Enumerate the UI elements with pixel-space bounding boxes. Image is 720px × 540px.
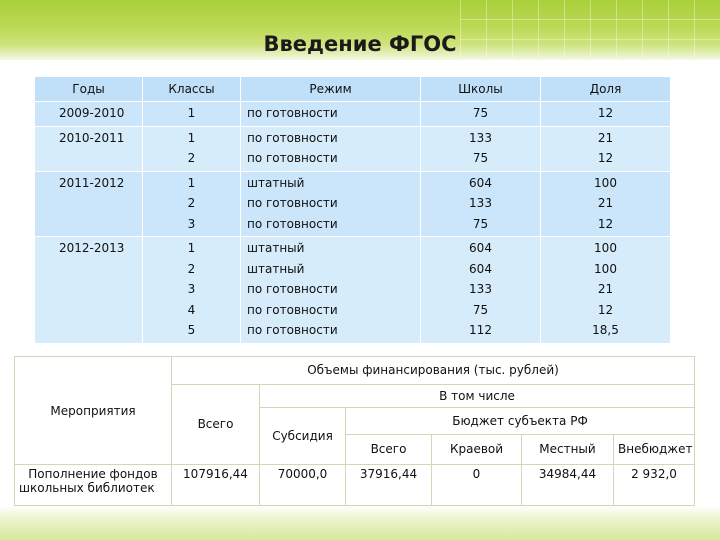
cell-schools-line: 604: [469, 241, 492, 255]
cell-mode: [241, 102, 421, 127]
cell-classes-line: 3: [187, 282, 196, 296]
cell-mode-line: по готовности: [247, 151, 338, 165]
cell-classes-line: 3: [187, 216, 196, 231]
cell-year: 2010-2011: [35, 126, 143, 171]
cell-share-line: 21: [597, 196, 614, 210]
cell-mode: [241, 237, 421, 344]
header-regional: Краевой: [432, 434, 522, 465]
cell-mode: [241, 171, 421, 237]
cell-schools: [421, 237, 541, 344]
table-row: [35, 237, 671, 344]
cell-classes-line: 1: [187, 106, 196, 120]
cell-mode-line: штатный: [247, 261, 305, 276]
cell-mode-line: по готовности: [247, 130, 338, 145]
header-funding: Объемы финансирования (тыс. рублей): [172, 357, 695, 385]
cell-year: 2011-2012: [35, 171, 143, 237]
cell-year: 2012-2013: [35, 237, 143, 344]
cell-schools: [421, 126, 541, 171]
cell-schools-line: 133: [469, 130, 492, 145]
cell-share-line: 21: [597, 130, 614, 145]
cell-classes-line: 2: [187, 261, 196, 276]
cell-budget-total: 37916,44: [346, 465, 432, 506]
table-row: [15, 465, 695, 506]
cell-share-line: 18,5: [592, 323, 619, 337]
cell-classes-line: 4: [187, 302, 196, 317]
cell-mode-line: по готовности: [247, 282, 338, 296]
header-subsidy: Субсидия: [260, 408, 346, 465]
header-share: Доля: [541, 77, 671, 102]
header-including: В том числе: [260, 384, 695, 407]
cell-mode-line: штатный: [247, 241, 305, 255]
cell-mode-line: по готовности: [247, 106, 338, 120]
cell-local: 34984,44: [522, 465, 614, 506]
cell-share: [541, 102, 671, 127]
cell-schools-line: 75: [472, 151, 489, 165]
fgos-table: [34, 76, 671, 344]
cell-classes-line: 1: [187, 175, 196, 190]
cell-share: [541, 171, 671, 237]
footer-band: [0, 506, 720, 540]
cell-regional: 0: [432, 465, 522, 506]
cell-share-line: 100: [594, 241, 617, 255]
cell-mode-line: по готовности: [247, 302, 338, 317]
cell-classes: [143, 126, 241, 171]
cell-share-line: 12: [597, 151, 614, 165]
cell-year: 2009-2010: [35, 102, 143, 127]
cell-mode-line: по готовности: [247, 323, 338, 337]
cell-schools-line: 75: [472, 216, 489, 231]
cell-subsidy: 70000,0: [260, 465, 346, 506]
cell-share: [541, 126, 671, 171]
cell-mode-line: по готовности: [247, 216, 338, 231]
cell-mode-line: по готовности: [247, 196, 338, 210]
cell-classes-line: 2: [187, 196, 196, 210]
cell-total: 107916,44: [172, 465, 260, 506]
cell-schools-line: 75: [472, 106, 489, 120]
table-row: [35, 126, 671, 171]
cell-schools: [421, 171, 541, 237]
cell-event: Пополнение фондов школьных библиотек: [15, 465, 172, 506]
cell-classes: [143, 237, 241, 344]
header-budget-total: Всего: [346, 434, 432, 465]
cell-share-line: 12: [597, 106, 614, 120]
table-row: [35, 171, 671, 237]
fgos-table-body: [35, 102, 671, 344]
page-title: Введение ФГОС: [263, 32, 457, 56]
header-regional-budget: Бюджет субъекта РФ: [346, 408, 695, 435]
cell-offbudget: 2 932,0: [614, 465, 695, 506]
cell-share-line: 12: [597, 216, 614, 231]
cell-share-line: 100: [594, 175, 617, 190]
funding-table: [14, 356, 695, 506]
header-schools: Школы: [421, 77, 541, 102]
cell-schools-line: 112: [469, 323, 492, 337]
cell-schools-line: 604: [469, 261, 492, 276]
cell-share: [541, 237, 671, 344]
cell-share-line: 12: [597, 302, 614, 317]
header-mode: Режим: [241, 77, 421, 102]
cell-schools-line: 133: [469, 196, 492, 210]
cell-classes-line: 2: [187, 151, 196, 165]
cell-schools-line: 604: [469, 175, 492, 190]
table-row: [35, 102, 671, 127]
cell-share-line: 100: [594, 261, 617, 276]
header-events: Мероприятия: [15, 357, 172, 465]
cell-mode-line: штатный: [247, 175, 305, 190]
cell-classes: [143, 102, 241, 127]
header-offbudget: Внебюджет: [614, 434, 695, 465]
header-total: Всего: [172, 384, 260, 465]
cell-schools: [421, 102, 541, 127]
cell-classes-line: 1: [187, 241, 196, 255]
cell-classes: [143, 171, 241, 237]
cell-share-line: 21: [597, 282, 614, 296]
cell-classes-line: 1: [187, 130, 196, 145]
cell-classes-line: 5: [187, 323, 196, 337]
cell-schools-line: 133: [469, 282, 492, 296]
cell-schools-line: 75: [472, 302, 489, 317]
header-local: Местный: [522, 434, 614, 465]
header-years: Годы: [35, 77, 143, 102]
fgos-header-row: [35, 77, 671, 102]
cell-mode: [241, 126, 421, 171]
header-classes: Классы: [143, 77, 241, 102]
